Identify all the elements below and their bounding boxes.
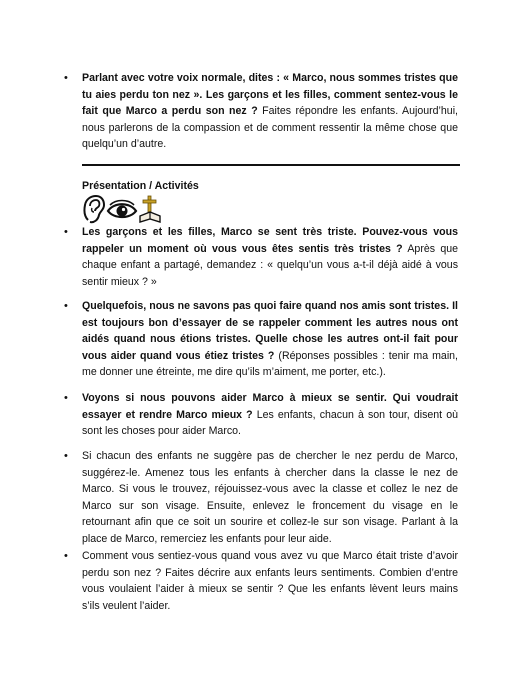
activity-bold-text: Voyons si nous pouvons aider Marco à mieux se sentir. Qui voudrait essayer et rendre Marco mieux ?	[82, 392, 458, 421]
intro-normal-text: Faites répondre les enfants. Aujourd’hui, nous parlerons de la compassion et de comment ressentir la même chose que quelqu’un d’autre.	[82, 105, 458, 151]
bullet: •	[64, 72, 68, 84]
activity-normal-text: Comment vous sentiez-vous quand vous avez vu que Marco était triste d’avoir perdu son nez ? Faites décrire aux enfants leurs sentiments. Combien d’entre vous voulaient l’aider à mieux se sentir ? Que les enfants lèvent leurs mains s’ils veulent l’aider.	[82, 550, 458, 612]
activity-bold-text: Les garçons et les filles, Marco se sent très triste. Pouvez-vous vous rappeler un moment où vous vous êtes sentis très tristes ?	[82, 226, 458, 255]
book-cross-icon	[138, 194, 162, 224]
bullet: •	[64, 550, 68, 562]
eye-icon	[106, 199, 138, 221]
activity-icons	[82, 194, 162, 224]
activity-item-4	[64, 448, 458, 548]
activity-item-2	[64, 298, 459, 381]
bullet: •	[64, 450, 68, 462]
section-divider	[82, 164, 460, 166]
activity-bold-text: Quelquefois, nous ne savons pas quoi faire quand nos amis sont tristes. Il est toujours bon d’essayer de se rappeler comment les autres nous ont aidés quand nous étions tristes. Quelle chose les autres ont-il fait pour vous aider quand vous étiez tristes ?	[82, 300, 458, 362]
activity-normal-text: Les enfants, chacun à son tour, disent où sont les choses pour aider Marco.	[82, 408, 458, 438]
activity-item-5	[64, 548, 458, 614]
activity-item-3	[64, 390, 458, 440]
section-heading: Présentation / Activités	[82, 180, 199, 192]
activity-normal-text: Après que chaque enfant a partagé, demandez : « quelqu’un vous a-t-il déjà aidé à vous sentir mieux ? »	[82, 242, 458, 288]
activity-item-1	[64, 224, 458, 290]
intro-paragraph	[64, 70, 458, 153]
ear-icon	[82, 194, 106, 224]
bullet: •	[64, 392, 68, 404]
bullet: •	[64, 226, 68, 238]
bullet: •	[64, 300, 68, 312]
activity-normal-text: Si chacun des enfants ne suggère pas de chercher le nez perdu de Marco, suggérez-le. Amenez tous les enfants à chercher dans la classe le nez de Marco. Si vous le trouvez, réjouissez-vous avec la classe et collez le nez de Marco sur son visage. Ensuite, enlevez le froncement du visage en le retournant afin que ce soit un sourire et collez-le sur son visage. Parlant à la place de Marco, remerciez les enfants pour leur aide.	[82, 450, 458, 545]
intro-bold-text: Parlant avec votre voix normale, dites : « Marco, nous sommes tristes que tu aies perdu ton nez ». Les garçons et les filles, comment sentez-vous le fait que Marco a perdu son nez ?	[82, 72, 458, 118]
activity-normal-text: (Réponses possibles : tenir ma main, me donner une étreinte, me dire qu’ils m’aiment, me porter, etc.).	[82, 349, 459, 379]
